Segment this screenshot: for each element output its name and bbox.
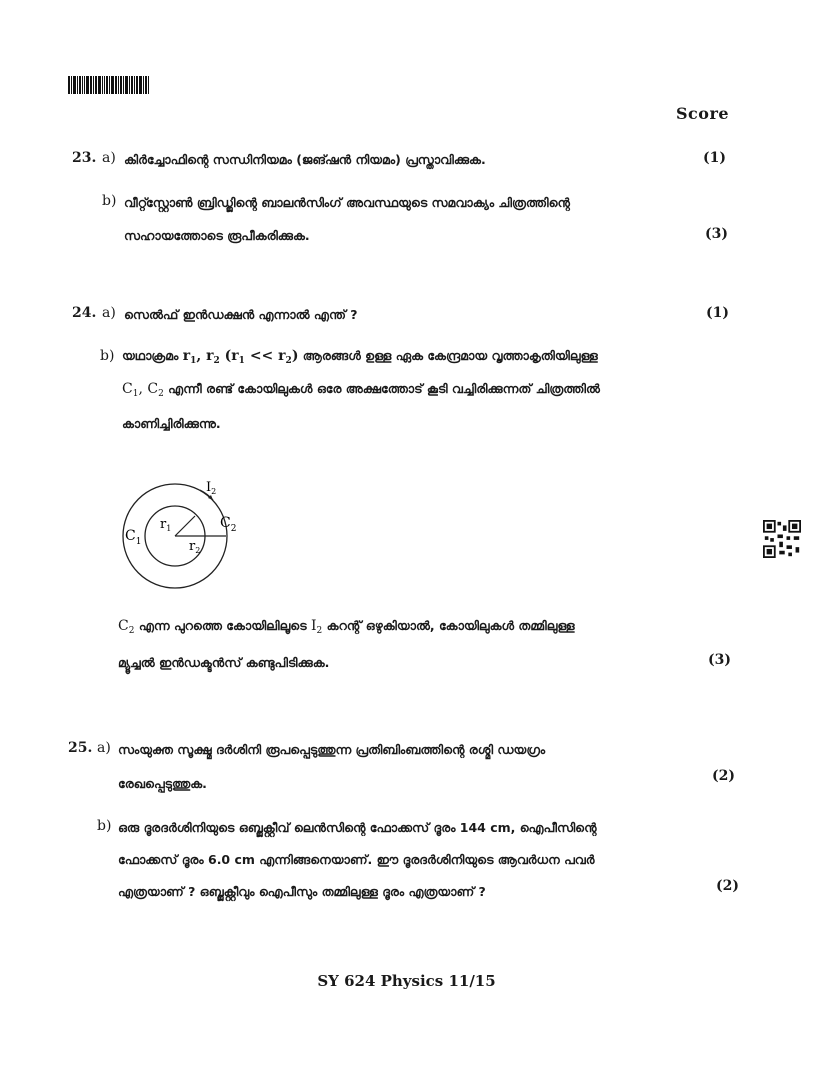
q23-part-b-label: b) <box>102 193 117 209</box>
q24-part-b-line2 <box>122 381 600 399</box>
q23-part-b-line2: സഹായത്തോടെ രൂപീകരിക്കുക. <box>124 228 310 243</box>
q25-part-b-mark: (2) <box>716 878 739 894</box>
q25-part-b-line3: എത്രയാണ് ? ഒബ്ജക്റ്റീവും ഐപീസും തമ്മിലുള്ള ദൂരം എത്രയാണ് ? <box>118 884 486 899</box>
q24-part-c-line1 <box>118 618 575 636</box>
page-footer: SY 624 Physics 11/15 <box>317 972 496 990</box>
q25-part-a-line2: രേഖപ്പെടുത്തുക. <box>118 776 207 791</box>
q23-part-a-text: കിർച്ചോഫിന്റെ സന്ധിനിയമം (ജങ്ഷൻ നിയമം) പ്രസ്താവിക്കുക. <box>124 152 486 167</box>
label-c1: $C_1$ <box>125 528 142 547</box>
q23-part-b-line1: വീറ്റ്സ്റ്റോൺ ബ്രിഡ്ജിന്റെ ബാലൻസിംഗ് അവസ്ഥയുടെ സമവാക്യം ചിത്രത്തിന്റെ <box>124 195 570 210</box>
q24-c-line1-mid: എന്ന പുറത്തെ കോയിലിലൂടെ <box>138 618 307 633</box>
barcode-icon <box>68 76 166 94</box>
q24-b-line1-pre: യഥാക്രമം <box>122 348 179 363</box>
question-number-25: 25. <box>68 740 93 756</box>
q25-part-a-label: a) <box>97 740 111 756</box>
question-number-24: 24. <box>72 305 97 321</box>
question-number-23: 23. <box>72 150 97 166</box>
q24-part-b-line1 <box>122 348 598 366</box>
q23-part-a-mark: (1) <box>703 150 726 166</box>
q24-c-line1-post: കറന്റ് ഒഴുകിയാൽ, കോയിലുകൾ തമ്മിലുള്ള <box>326 618 575 633</box>
q24-b-line2-text: എന്നീ രണ്ട് കോയിലുകൾ ഒരേ അക്ഷത്തോട് കൂടി വച്ചിരിക്കുന്നത് ചിത്രത്തിൽ <box>168 381 600 396</box>
score-label: Score <box>676 104 730 123</box>
q25-part-b-label: b) <box>97 818 112 834</box>
q25-part-a-line1: സംയുക്ത സൂക്ഷ്മ ദർശിനി രൂപപ്പെടുത്തുന്ന പ്രതിബിംബത്തിന്റെ രശ്മി ഡയഗ്രം <box>118 742 546 757</box>
label-c2: $C_2$ <box>220 515 237 534</box>
q23-part-b-mark: (3) <box>705 226 728 242</box>
qr-code-icon <box>763 520 801 558</box>
q24-part-b-line3: കാണിച്ചിരിക്കുന്നു. <box>122 416 221 431</box>
q25-part-b-line1: ഒരു ദൂരദർശിനിയുടെ ഒബ്ജക്റ്റീവ് ലെൻസിന്റെ ഫോക്കസ് ദൂരം 144 cm, ഐപീസിന്റെ <box>118 820 597 835</box>
q24-part-c-mark: (3) <box>708 652 731 668</box>
label-r2: $r_2$ <box>189 539 201 555</box>
q24-c-c2-symbol: $C_2$ <box>118 618 135 636</box>
q24-part-a-label: a) <box>102 305 116 321</box>
q24-c-i2-symbol: $I_2$ <box>310 618 323 636</box>
q23-part-a-label: a) <box>102 150 116 166</box>
q25-part-a-mark: (2) <box>712 768 735 784</box>
label-r1: $r_1$ <box>160 517 172 533</box>
q24-part-a-text: സെൽഫ് ഇൻഡക്ഷൻ എന്നാൽ എന്ത് ? <box>124 307 358 322</box>
q24-part-c-line2: മ്യൂച്ചൽ ഇൻഡക്ടൻസ് കണ്ടുപിടിക്കുക. <box>118 655 330 670</box>
label-i2: $I_2$ <box>206 480 217 496</box>
q25-part-b-line2: ഫോക്കസ് ദൂരം 6.0 cm എന്നിങ്ങനെയാണ്. ഈ ദൂരദർശിനിയുടെ ആവർധന പവർ <box>118 852 595 867</box>
q24-b-r1: $r_1$, $r_2$ $(r_1 << r_2)$ <box>182 348 299 366</box>
q24-part-a-mark: (1) <box>706 305 729 321</box>
q24-part-b-label: b) <box>100 348 115 364</box>
q24-b-line1-post: ആരങ്ങൾ ഉള്ള ഏക കേന്ദ്രമായ വൃത്താകൃതിയിലുള്ള <box>302 348 598 363</box>
concentric-coils-diagram <box>116 478 266 590</box>
q24-b-c-symbols: $C_1$, $C_2$ <box>122 381 164 399</box>
radius-r1-line <box>175 516 195 536</box>
